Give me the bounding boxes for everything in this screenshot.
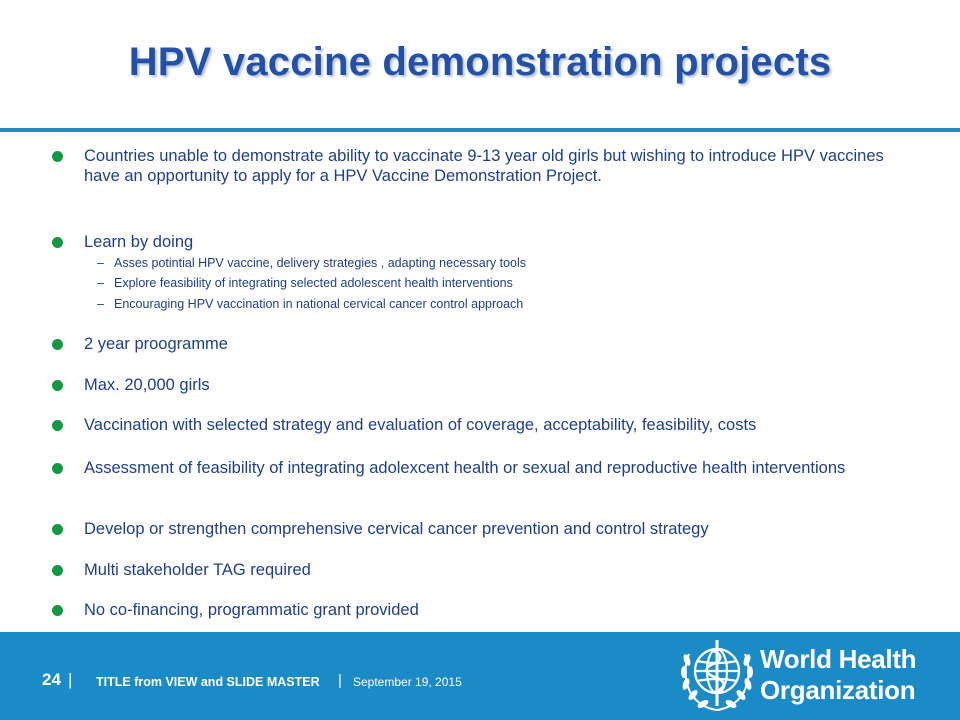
- footer-date: September 19, 2015: [353, 675, 462, 689]
- page-number: 24: [42, 670, 61, 689]
- sub-bullet-item: [97, 255, 814, 271]
- bullet-item: [84, 560, 884, 580]
- bullet-dot-icon: [52, 463, 63, 474]
- bullet-item: [84, 334, 884, 354]
- footer-separator: |: [338, 672, 342, 689]
- who-emblem-icon: [675, 634, 759, 716]
- org-name-line1: World Health: [760, 644, 917, 674]
- sub-bullet-item: [97, 296, 814, 312]
- dash-icon: –: [97, 256, 104, 270]
- bullet-text: Develop or strengthen comprehensive cervical cancer prevention and control strategy: [84, 520, 709, 538]
- bullet-text: No co-financing, programmatic grant provided: [84, 601, 419, 619]
- bullet-dot-icon: [52, 605, 63, 616]
- bullet-text: Countries unable to demonstrate ability to vaccinate 9-13 year old girls but wishing to introduce HPV vaccines have an opportunity to apply for a HPV Vaccine Demonstration Project.: [84, 147, 884, 185]
- bullet-dot-icon: [52, 420, 63, 431]
- bullet-dot-icon: [52, 151, 63, 162]
- sub-bullet-text: Encouraging HPV vaccination in national cervical cancer control approach: [114, 297, 524, 311]
- bullet-item: [84, 146, 884, 186]
- sub-bullet-text: Explore feasibility of integrating selected adolescent health interventions: [114, 276, 513, 290]
- bullet-dot-icon: [52, 339, 63, 350]
- bullet-text: 2 year proogramme: [84, 335, 228, 353]
- bullet-dot-icon: [52, 524, 63, 535]
- bullet-text: Assessment of feasibility of integrating adolexcent health or sexual and reproductive health interventions: [84, 459, 846, 477]
- org-name-line2: Organization: [760, 675, 916, 705]
- bullet-item: [84, 519, 884, 539]
- bullet-item: [84, 232, 884, 252]
- bullet-text: Max. 20,000 girls: [84, 376, 210, 394]
- bullet-text: Vaccination with selected strategy and evaluation of coverage, acceptability, feasibility, costs: [84, 416, 757, 434]
- dash-icon: –: [97, 276, 104, 290]
- slide-title: HPV vaccine demonstration projects: [128, 40, 832, 84]
- bullet-text: Learn by doing: [84, 233, 194, 251]
- bullet-item: [84, 415, 884, 435]
- footer-title: TITLE from VIEW and SLIDE MASTER: [96, 675, 320, 689]
- dash-icon: –: [97, 297, 104, 311]
- bullet-dot-icon: [52, 237, 63, 248]
- sub-bullet-item: [97, 275, 814, 291]
- bullet-dot-icon: [52, 565, 63, 576]
- bullet-dot-icon: [52, 380, 63, 391]
- footer-separator: |: [68, 670, 73, 689]
- sub-bullet-text: Asses potintial HPV vaccine, delivery strategies , adapting necessary tools: [114, 256, 527, 270]
- bullet-item: [84, 458, 884, 478]
- bullet-text: Multi stakeholder TAG required: [84, 561, 311, 579]
- bullet-item: [84, 375, 884, 395]
- bullet-item: [84, 600, 884, 620]
- organization-name: [760, 644, 916, 706]
- footer-bar: [0, 632, 960, 720]
